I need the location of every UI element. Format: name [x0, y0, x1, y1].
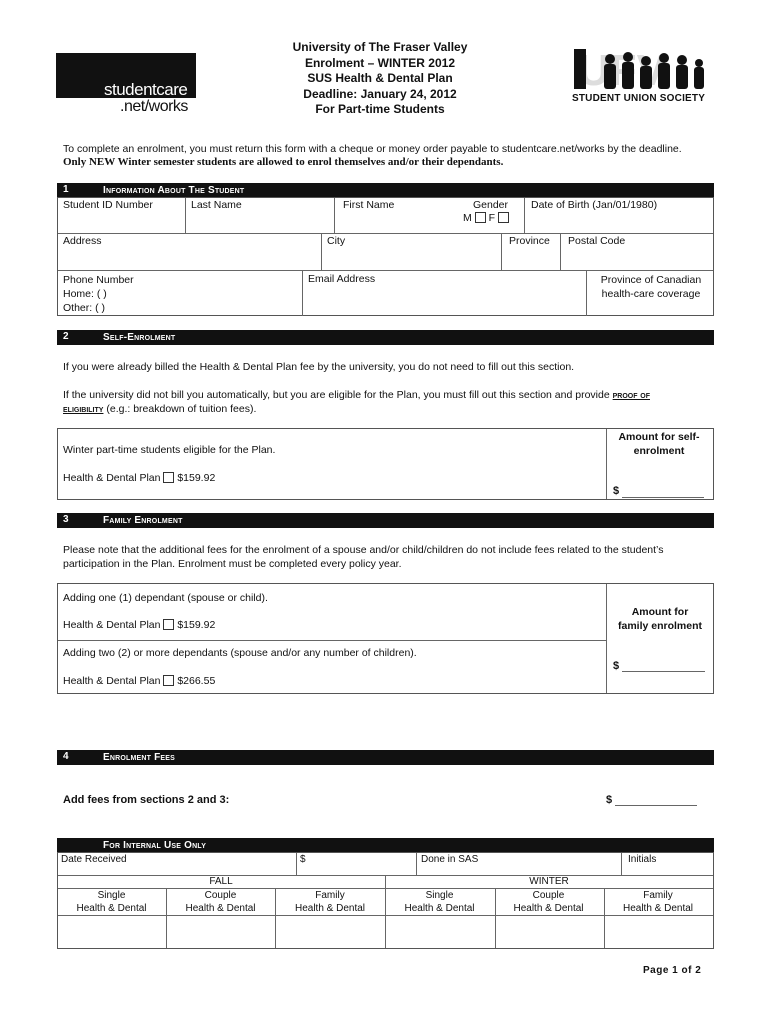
- section-3-para-2: participation in the Plan. Enrolment must be completed every policy year.: [63, 558, 402, 570]
- header-line-3: SUS Health & Dental Plan: [307, 71, 453, 85]
- winter-family-label: Family: [643, 890, 673, 901]
- first-name-field[interactable]: First Name: [343, 199, 395, 211]
- coverage-label-2: health-care coverage: [601, 288, 701, 300]
- section-2-para-2a: If the university did not bill you automatically, but you are eligible for the Plan, you must fill out this section and provide: [63, 389, 610, 401]
- family-plan-option-1: [63, 619, 215, 631]
- self-plan-label: Health & Dental Plan: [63, 472, 161, 484]
- female-checkbox[interactable]: [498, 212, 509, 223]
- winter-label: WINTER: [529, 876, 569, 887]
- one-dependant-text: Adding one (1) dependant (spouse or child).: [63, 592, 268, 604]
- winter-couple-label: Couple: [532, 890, 565, 901]
- section-3-header: [57, 513, 714, 528]
- fall-family-col: [275, 889, 385, 915]
- section-4-header: [57, 750, 714, 765]
- date-received-field[interactable]: Date Received: [61, 854, 127, 865]
- family-plan-label-1: Health & Dental Plan: [63, 619, 161, 631]
- student-id-field[interactable]: Student ID Number: [63, 199, 153, 211]
- self-plan-checkbox[interactable]: [163, 472, 174, 483]
- section-3-title: Family Enrolment: [103, 515, 183, 526]
- self-plan-option: [63, 472, 215, 484]
- studentcare-logo: [56, 53, 196, 117]
- self-amount-line-2: enrolment: [633, 445, 685, 457]
- page-number: Page 1 of 2: [643, 965, 702, 976]
- eligible-text: Winter part-time students eligible for the Plan.: [63, 444, 276, 456]
- fall-couple-hd: Health & Dental: [185, 903, 256, 914]
- winter-single-label: Single: [425, 890, 454, 901]
- section-2-para-2b: (e.g.: breakdown of tuition fees).: [106, 403, 257, 415]
- internal-header: [57, 838, 714, 853]
- section-3-para-1: Please note that the additional fees for the enrolment of a spouse and/or child/children do not include fees related to the student’s: [63, 544, 664, 556]
- two-dependants-text: Adding two (2) or more dependants (spouse and/or any number of children).: [63, 647, 417, 659]
- family-amount-dollar: $: [613, 660, 620, 672]
- form-header: [250, 40, 510, 118]
- section-4-title: Enrolment Fees: [103, 752, 176, 763]
- fall-single-col: [57, 889, 166, 915]
- family-amount-line-1: Amount for: [631, 606, 689, 618]
- self-plan-price: $159.92: [177, 472, 216, 484]
- male-label: M: [463, 212, 472, 224]
- fall-single-hd: Health & Dental: [76, 903, 147, 914]
- family-plan-checkbox-1[interactable]: [163, 619, 174, 630]
- last-name-field[interactable]: Last Name: [191, 199, 242, 211]
- family-plan-option-2: [63, 675, 215, 687]
- winter-family-hd: Health & Dental: [622, 903, 694, 914]
- section-2-para-2-cont: [63, 402, 713, 417]
- coverage-field[interactable]: [592, 273, 710, 301]
- total-input-line[interactable]: [615, 805, 697, 806]
- email-field[interactable]: Email Address: [308, 273, 376, 285]
- section-3-number: 3: [63, 514, 69, 525]
- family-plan-label-2: Health & Dental Plan: [63, 675, 161, 687]
- initials-field[interactable]: Initials: [628, 854, 657, 865]
- self-amount-input-line[interactable]: [622, 497, 704, 498]
- fall-family-label: Family: [315, 890, 345, 901]
- header-line-5: For Part-time Students: [315, 102, 445, 116]
- phone-label: Phone Number: [63, 274, 134, 286]
- total-dollar: $: [606, 794, 613, 806]
- other-phone: Other: ( ): [63, 302, 106, 314]
- coverage-label-1: Province of Canadian: [600, 274, 702, 286]
- family-plan-price-2: $266.55: [177, 675, 216, 687]
- logo-text-2: .net/works: [120, 98, 188, 115]
- internal-title: For Internal Use Only: [103, 840, 207, 851]
- header-line-4: Deadline: January 24, 2012: [303, 86, 457, 101]
- home-phone: Home: ( ): [63, 288, 107, 300]
- fall-couple-col: [166, 889, 275, 915]
- add-fees-label: Add fees from sections 2 and 3:: [63, 794, 230, 806]
- gender-options: [463, 212, 509, 224]
- family-plan-price-1: $159.92: [177, 619, 216, 631]
- section-2-header: [57, 330, 714, 345]
- family-plan-checkbox-2[interactable]: [163, 675, 174, 686]
- dob-field[interactable]: Date of Birth (Jan/01/1980): [531, 199, 658, 211]
- winter-couple-hd: Health & Dental: [513, 903, 584, 914]
- phone-field[interactable]: [63, 273, 134, 315]
- section-2-para-1: If you were already billed the Health & Dental Plan fee by the university, you do not need to fill out this section.: [63, 361, 575, 373]
- city-field[interactable]: City: [327, 235, 346, 247]
- family-amount-line-2: family enrolment: [617, 620, 703, 632]
- fall-single-label: Single: [97, 890, 126, 901]
- fall-label: FALL: [209, 876, 233, 887]
- done-in-sas-field[interactable]: Done in SAS: [421, 854, 479, 865]
- self-amount-label: [606, 430, 712, 458]
- section-1-header: [57, 183, 714, 198]
- family-amount-label: [606, 605, 714, 633]
- header-line-2: Enrolment – WINTER 2012: [304, 55, 456, 70]
- female-label: F: [488, 212, 496, 224]
- logo-text-1: studentcare: [104, 80, 188, 99]
- winter-single-col: [385, 889, 494, 915]
- winter-couple-col: [494, 889, 603, 915]
- gender-label: Gender: [473, 199, 509, 211]
- intro-text: To complete an enrolment, you must return this form with a cheque or money order payable to studentcare.net/works by the deadline.: [63, 143, 682, 155]
- intro-notice: Only NEW Winter semester students are allowed to enrol themselves and/or their dependants.: [63, 156, 504, 168]
- sus-label: STUDENT UNION SOCIETY: [572, 93, 706, 104]
- winter-single-hd: Health & Dental: [404, 903, 475, 914]
- fall-couple-label: Couple: [204, 890, 237, 901]
- postal-code-field[interactable]: Postal Code: [568, 235, 626, 247]
- winter-family-col: [603, 889, 713, 915]
- male-checkbox[interactable]: [475, 212, 486, 223]
- family-amount-input-line[interactable]: [622, 671, 705, 672]
- eligibility-text: eligibility: [63, 404, 104, 415]
- section-2-title: Self-Enrolment: [103, 332, 176, 343]
- self-amount-dollar: $: [613, 485, 620, 497]
- section-2-para-2: [63, 388, 713, 403]
- header-line-1: University of The Fraser Valley: [292, 40, 468, 54]
- sus-people-icon: [572, 45, 710, 93]
- province-field[interactable]: Province: [509, 235, 550, 247]
- section-1-number: 1: [63, 184, 69, 195]
- self-amount-line-1: Amount for self-: [618, 431, 700, 443]
- address-field[interactable]: Address: [63, 235, 102, 247]
- section-1-title: Information About The Student: [103, 185, 245, 196]
- fall-family-hd: Health & Dental: [294, 903, 366, 914]
- internal-amount-field[interactable]: $: [300, 854, 306, 865]
- proof-of-text: proof of: [612, 390, 650, 401]
- section-4-number: 4: [63, 751, 69, 762]
- section-2-number: 2: [63, 331, 69, 342]
